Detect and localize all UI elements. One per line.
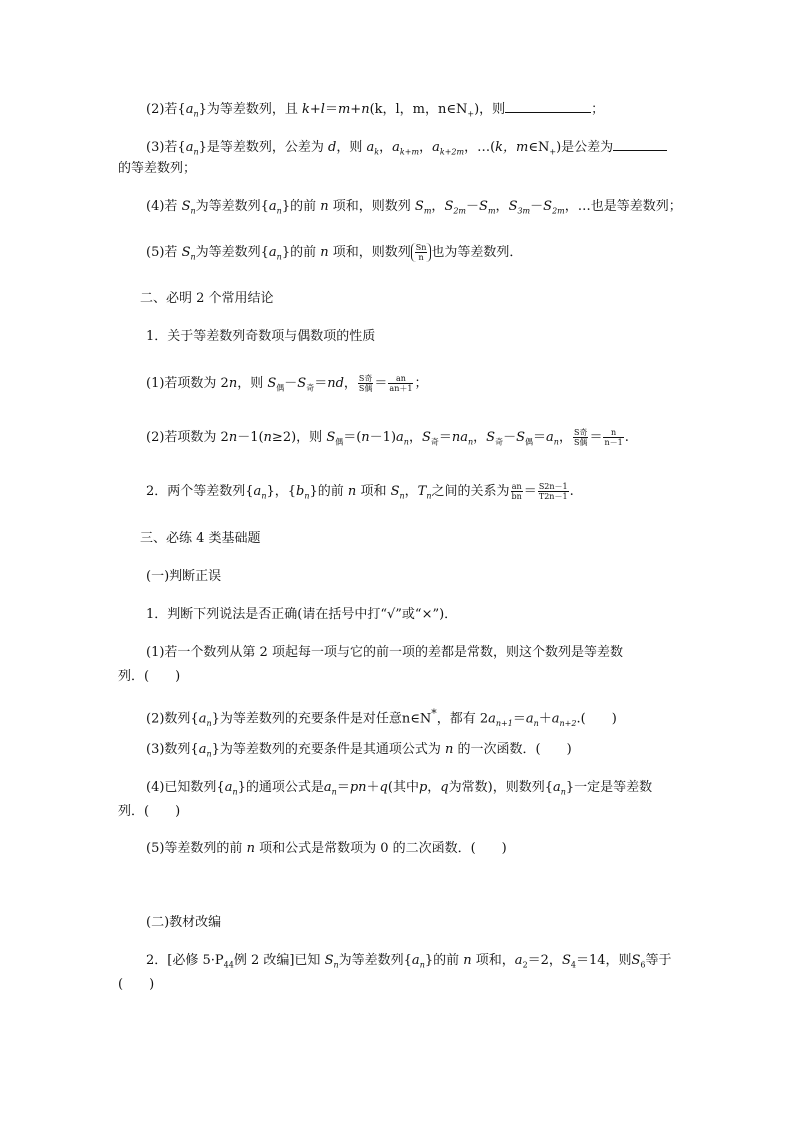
item-2: (2)若$\{a_n\}$为等差数列，且 k+l＝m+n(k，l，m，$n\in N_+$)，则 ； [146, 102, 605, 119]
answer-blank[interactable] [505, 100, 591, 113]
section-2-point-1: 1．关于等差数列奇数项与偶数项的性质 [146, 329, 376, 344]
fraction-sn-over-n: $\frac{Sn}{n}$ [411, 243, 432, 262]
section-2-heading: 二、必明 2 个常用结论 [140, 291, 274, 306]
question-1-4-cont: 列．( ) [118, 804, 181, 819]
question-2-answer-paren: ( ) [118, 977, 155, 992]
parity-formula-1: (1)若项数为 2n，则 $S_偶-S_奇=nd$， $\frac{\text{S奇}}{\text{S偶}}$ ＝ $\frac{an}{an+1}$ ； [146, 374, 428, 393]
item-4: (4)若 $S_n$为等差数列$\{a_n\}$的前 n 项和，则数列 $S_m$，$S_{2m}-S_m$，$S_{3m}-S_{2m}$，…也是等差数列； [146, 199, 682, 216]
question-1-4: (4)已知数列$\{a_n\}$的通项公式是$a_n=pn+q$(其中p，q为常数)，则数列$\{a_n\}$一定是等差数 [146, 780, 653, 797]
item-3-cont: 的等差数列； [118, 161, 197, 176]
item-3: (3)若$\{a_n\}$是等差数列，公差为 d，则 $a_k$，$a_{k+m}$，$a_{k+2m}$，…(k，$m\in N_+$)是公差为 [146, 138, 667, 162]
question-1-2: (2)数列$\{a_n\}$为等差数列的充要条件是对任意n∈N*，都有 $2a_{n+1}=a_n+a_{n+2}$.( ) [146, 707, 617, 728]
subsection-textbook: (二)教材改编 [146, 915, 222, 930]
section-2-point-2: 2．两个等差数列$\{a_n\}$，$\{b_n\}$的前 n 项和 $S_n$，$T_n$之间的关系为 $\frac{an}{bn}$ ＝ $\frac{S2n-1}{T2n-1}$ . [146, 482, 574, 501]
question-1-5: (5)等差数列的前 n 项和公式是常数项为 0 的二次函数．( ) [146, 841, 507, 856]
item-5: (5)若 $S_n$为等差数列$\{a_n\}$的前 n 项和，则数列 $\frac{Sn}{n}$ 也为等差数列． [146, 243, 523, 262]
section-3-heading: 三、必练 4 类基础题 [140, 531, 261, 546]
question-1-3: (3)数列$\{a_n\}$为等差数列的充要条件是其通项公式为 n 的一次函数．( ) [146, 742, 572, 759]
question-2: 2．[必修 $5\cdot P_{44}$例 2 改编]已知 $S_n$为等差数列$\{a_n\}$的前 n 项和，$a_2=2$，$S_4=14$，则$S_6$等于 [146, 953, 672, 970]
answer-blank[interactable] [613, 138, 667, 151]
question-1-1-cont: 列．( ) [118, 669, 181, 684]
question-1: 1．判断下列说法是否正确(请在括号中打“√”或“×”)． [146, 607, 458, 622]
subsection-judge: (一)判断正误 [146, 569, 222, 584]
parity-formula-2: (2)若项数为 2n－1(n≥2)，则 $S_偶=(n-1)a_n$，$S_奇=na_n$，$S_奇-S_偶=a_n$， $\frac{\text{S奇}}{\text{S偶}}$ ＝ $\frac{n}{n-1}$ . [146, 428, 629, 447]
question-1-1: (1)若一个数列从第 2 项起每一项与它的前一项的差都是常数，则这个数列是等差数 [146, 645, 623, 660]
